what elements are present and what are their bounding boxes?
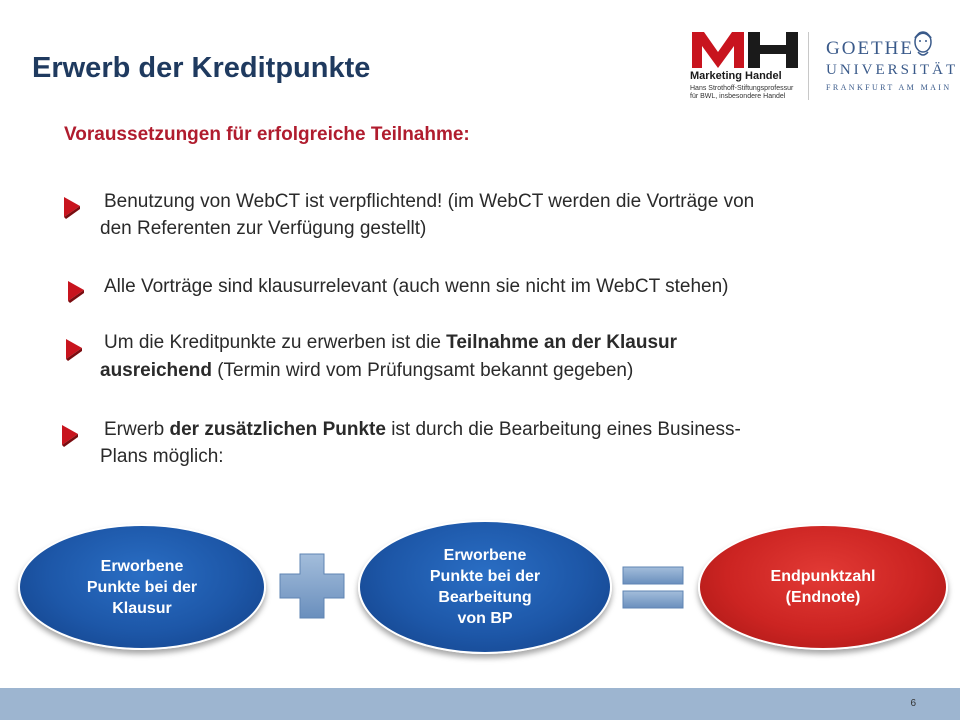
goethe-logo-line1: GOETHE (826, 38, 914, 59)
goethe-logo-line3: FRANKFURT AM MAIN (826, 83, 952, 92)
page-number: 6 (910, 698, 916, 709)
oval-label-line: Punkte bei der (86, 578, 198, 596)
oval-label-line: Bearbeitung (438, 589, 532, 606)
oval-label-line: Erworbene (100, 557, 184, 575)
bullet-text-normal: ist durch die Bearbeitung eines Business- (385, 419, 741, 440)
goethe-university-logo (820, 38, 959, 98)
oval-bp-points-label (430, 545, 540, 629)
mh-logo-sub-line1: Hans Strothoff-Stiftungsprofessur (690, 85, 794, 92)
goethe-portrait-icon (908, 28, 938, 58)
oval-bp-points (358, 520, 612, 654)
marketing-handel-logo (690, 30, 802, 108)
oval-exam-points (18, 524, 266, 650)
mh-logo-name: Marketing Handel (690, 70, 782, 82)
mh-logo-sub-line2: für BWL, insbesondere Handel (690, 93, 786, 100)
section-subtitle: Voraussetzungen für erfolgreiche Teilnahme: (64, 124, 470, 145)
oval-label-line: von BP (457, 610, 513, 627)
bullet-text-line1 (104, 417, 741, 443)
oval-label-line: Erworbene (443, 547, 527, 564)
bullet-text-line1: Alle Vorträge sind klausurrelevant (auch wenn sie nicht im WebCT stehen) (104, 276, 729, 297)
oval-label-line: Endpunktzahl (770, 568, 876, 585)
footer-bar (0, 688, 960, 720)
bullet-text-normal: (Termin wird vom Prüfungsamt bekannt gegeben) (211, 360, 634, 381)
oval-label-line: (Endnote) (785, 589, 861, 606)
goethe-logo-line2: UNIVERSITÄT (826, 62, 959, 78)
bullet-text-bold: ausreichend (100, 360, 212, 381)
oval-exam-points-label (87, 556, 197, 619)
oval-final-grade-label (771, 566, 876, 608)
bullet-text-line2: Plans möglich: (100, 446, 224, 467)
bullet-arrow-icon (60, 422, 80, 448)
bullet-text-bold: der zusätzlichen Punkte (169, 419, 386, 440)
bullet-text-normal: Erwerb (104, 419, 170, 440)
bullet-arrow-icon (62, 194, 82, 220)
bullet-arrow-icon (64, 336, 84, 362)
bullet-text-bold: Teilnahme an der Klausur (446, 332, 678, 353)
bullet-text-line1: Benutzung von WebCT ist verpflichtend! (im WebCT werden die Vorträge von (104, 191, 755, 212)
bullet-text-line1 (104, 330, 677, 356)
logo-divider (808, 32, 809, 100)
bullet-text-line2: den Referenten zur Verfügung gestellt) (100, 218, 427, 239)
bullet-arrow-icon (66, 278, 86, 304)
bullet-text-line2 (100, 358, 633, 384)
oval-label-line: Klausur (112, 599, 172, 617)
oval-label-line: Punkte bei der (429, 568, 541, 585)
mh-logo-subtitle (690, 85, 793, 101)
equals-icon (622, 566, 684, 610)
bullet-text-normal: Um die Kreditpunkte zu erwerben ist die (104, 332, 447, 353)
mh-logo-mark (690, 30, 802, 70)
plus-icon (278, 552, 346, 620)
oval-final-grade (698, 524, 948, 650)
slide-title: Erwerb der Kreditpunkte (32, 52, 371, 84)
